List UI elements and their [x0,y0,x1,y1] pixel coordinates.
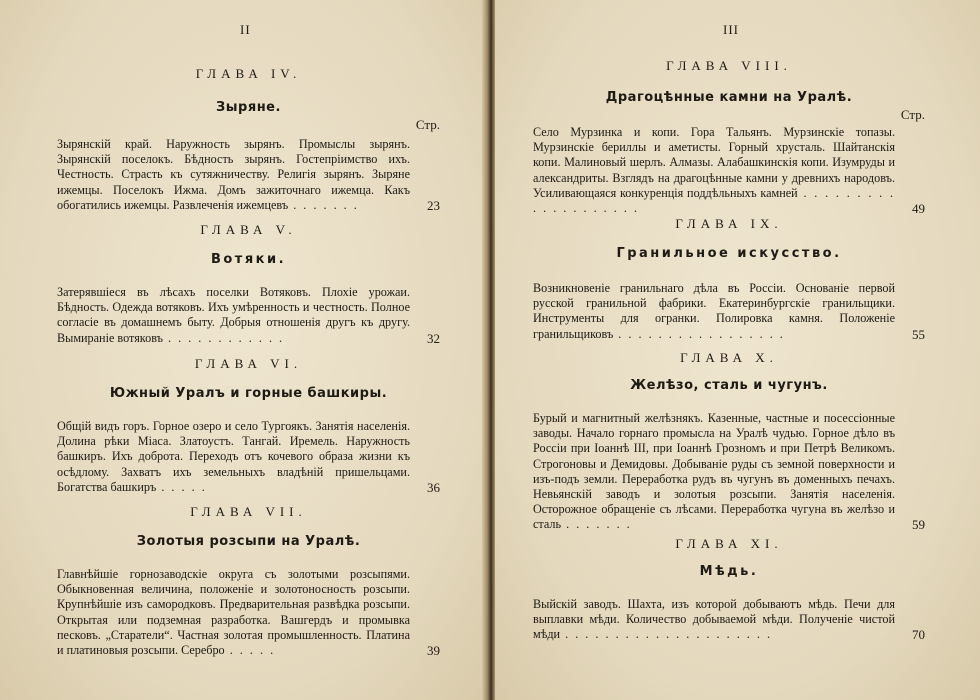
chapter-title: Желѣзо, сталь и чугунъ. [630,378,828,393]
chapter-heading: ГЛАВА VII. [190,504,307,519]
page-number: 55 [912,326,925,342]
chapter-ix [533,216,925,342]
summary-text: Зырянскій край. Наружность зырянъ. Промыслы зырянъ. Зырянскій поселокъ. Бѣдность зырянъ. Гостепріимство ихъ. Честность. Страсть къ сутяжничеству. Религія зырянъ. Зыряне ижемцы. Поселокъ Ижма. Домъ зажиточнаго ижемца. Какъ обогатились ижемцы. Развлеченія ижемцевъ [57,137,410,212]
chapter-heading: ГЛАВА VI. [194,356,303,371]
chapter-title: Золотыя розсыпи на Уралѣ. [136,534,361,549]
chapter-summary [57,285,440,346]
chapter-heading: ГЛАВА XI. [675,536,783,551]
chapter-title: Зыряне. [216,100,281,115]
leader-dots: . . . . . . . . . . . . . . . . . . . . [533,185,896,216]
chapter-heading: ГЛАВА X. [680,350,778,365]
chapter-heading: ГЛАВА V. [200,222,297,237]
chapter-vii [57,504,440,658]
chapter-heading: ГЛАВА IX. [675,216,783,231]
leader-dots: . . . . . [156,479,207,494]
summary-text: Общій видъ горъ. Горное озеро и село Тургоякъ. Занятія населенія. Долина рѣки Міаса. Златоустъ. Тангай. Иремель. Наружность башкиръ. Ихъ доброта. Переходъ отъ кочевого образа жизни къ осѣдлому. Захватъ ихъ земельныхъ владѣній пришельцами. Богатства башкиръ [57,419,410,494]
page-number: 36 [427,479,440,495]
chapter-v [57,222,440,346]
chapter-title: Южный Уралъ и горные башкиры. [109,386,388,401]
page-number: 39 [427,643,440,659]
chapter-vi [57,356,440,495]
page-column-label: Стр. [900,107,925,122]
leader-dots: . . . . . . . . . . . . [162,330,285,345]
summary-text: Бурый и магнитный желѣзнякъ. Казенные, частные и посессіонные заводы. Начало горнаго промысла на Уралѣ чудью. Горное дѣло въ Россіи при Іоаннѣ III, при Іоаннѣ Грозномъ и при Петрѣ Великомъ. Строгоновы и Демидовы. Добываніе руды съ земной поверхности и изъ-подъ земли. Переработка рудъ въ чугунъ въ доменныхъ печахъ. Невьянскій заводъ и золотыя розсыпи. Занятія населенія. Осторожное обращеніе съ лѣсами. Переработка чугуна въ желѣзо и сталь [533,411,895,532]
summary-text: Главнѣйшіе горнозаводскіе округа съ золотыми розсыпями. Обыкновенная величина, положеніе и золотоносность розсыпи. Крупнѣйшіе изъ самородковъ. Предварительная развѣдка розсыпи. Открытая или подземная разработка. Вашгердъ и промывка песковъ. „Старатели“. Частная золотая промышленность. Платина и платиновыя розсыпи. Серебро [57,567,410,658]
page-number: 59 [912,517,925,533]
page-number: 70 [912,627,925,643]
chapter-heading: ГЛАВА IV. [195,66,302,81]
chapter-title: Гранильное искусство. [616,246,842,261]
chapter-summary [57,567,440,658]
page-number: 23 [427,197,440,213]
summary-text: Возникновеніе гранильнаго дѣла въ Россіи. Основаніе первой русской гранильной фабрики. Екатеринбургскіе гранильщики. Инструменты для огранки. Полировка камня. Положеніе гранильщиковъ [533,281,895,341]
chapter-summary [533,281,925,342]
chapter-heading: ГЛАВА VIII. [666,58,792,73]
leader-dots: . . . . . . . [561,517,632,532]
chapter-x [533,350,925,533]
page-number: 49 [912,201,925,217]
chapter-summary [57,137,440,213]
summary-text: Выйскій заводъ. Шахта, изъ которой добываютъ мѣдь. Печи для выплавки мѣди. Количество добываемой мѣди. Полученіе чистой мѣди [533,597,895,642]
chapter-title: Вотяки. [210,252,287,267]
chapter-summary [57,419,440,495]
chapter-summary [533,125,925,216]
right-page [495,0,980,700]
page-folio: III [723,22,739,37]
chapter-title: Драгоцѣнные камни на Уралѣ. [605,90,853,105]
page-column-label: Стр. [415,117,440,132]
chapter-iv [57,66,440,213]
leader-dots: . . . . . . . . . . . . . . . . . . . . . [560,627,773,642]
summary-text: Село Мурзинка и копи. Гора Тальянъ. Мурзинскіе топазы. Мурзинскіе бериллы и аметисты. Горный хрусталь. Шайтанскія копи. Малиновый шерлъ. Алмазы. Алабашкинскія копи. Изумруды и александриты. Взглядъ на драгоцѣнные камни у древнихъ народовъ. Усиливающаяся конкуренція поддѣльныхъ камней [533,125,895,200]
summary-text: Затерявшіеся въ лѣсахъ поселки Вотяковъ. Плохіе урожаи. Бѣдность. Одежда вотяковъ. Ихъ умѣренность и честность. Полное согласіе въ домашнемъ быту. Добрыя отношенія другъ къ другу. Вымираніе вотяковъ [57,285,410,345]
chapter-title: Мѣдь. [699,564,759,579]
leader-dots: . . . . . . . . . . . . . . . . . [613,326,785,341]
chapter-summary [533,597,925,643]
left-page [0,0,487,700]
page-folio: II [240,22,251,37]
page-number: 32 [427,330,440,346]
chapter-viii [533,58,925,216]
chapter-summary [533,411,925,533]
leader-dots: . . . . . . . [288,197,359,212]
chapter-xi [533,536,925,643]
leader-dots: . . . . . [224,643,276,658]
